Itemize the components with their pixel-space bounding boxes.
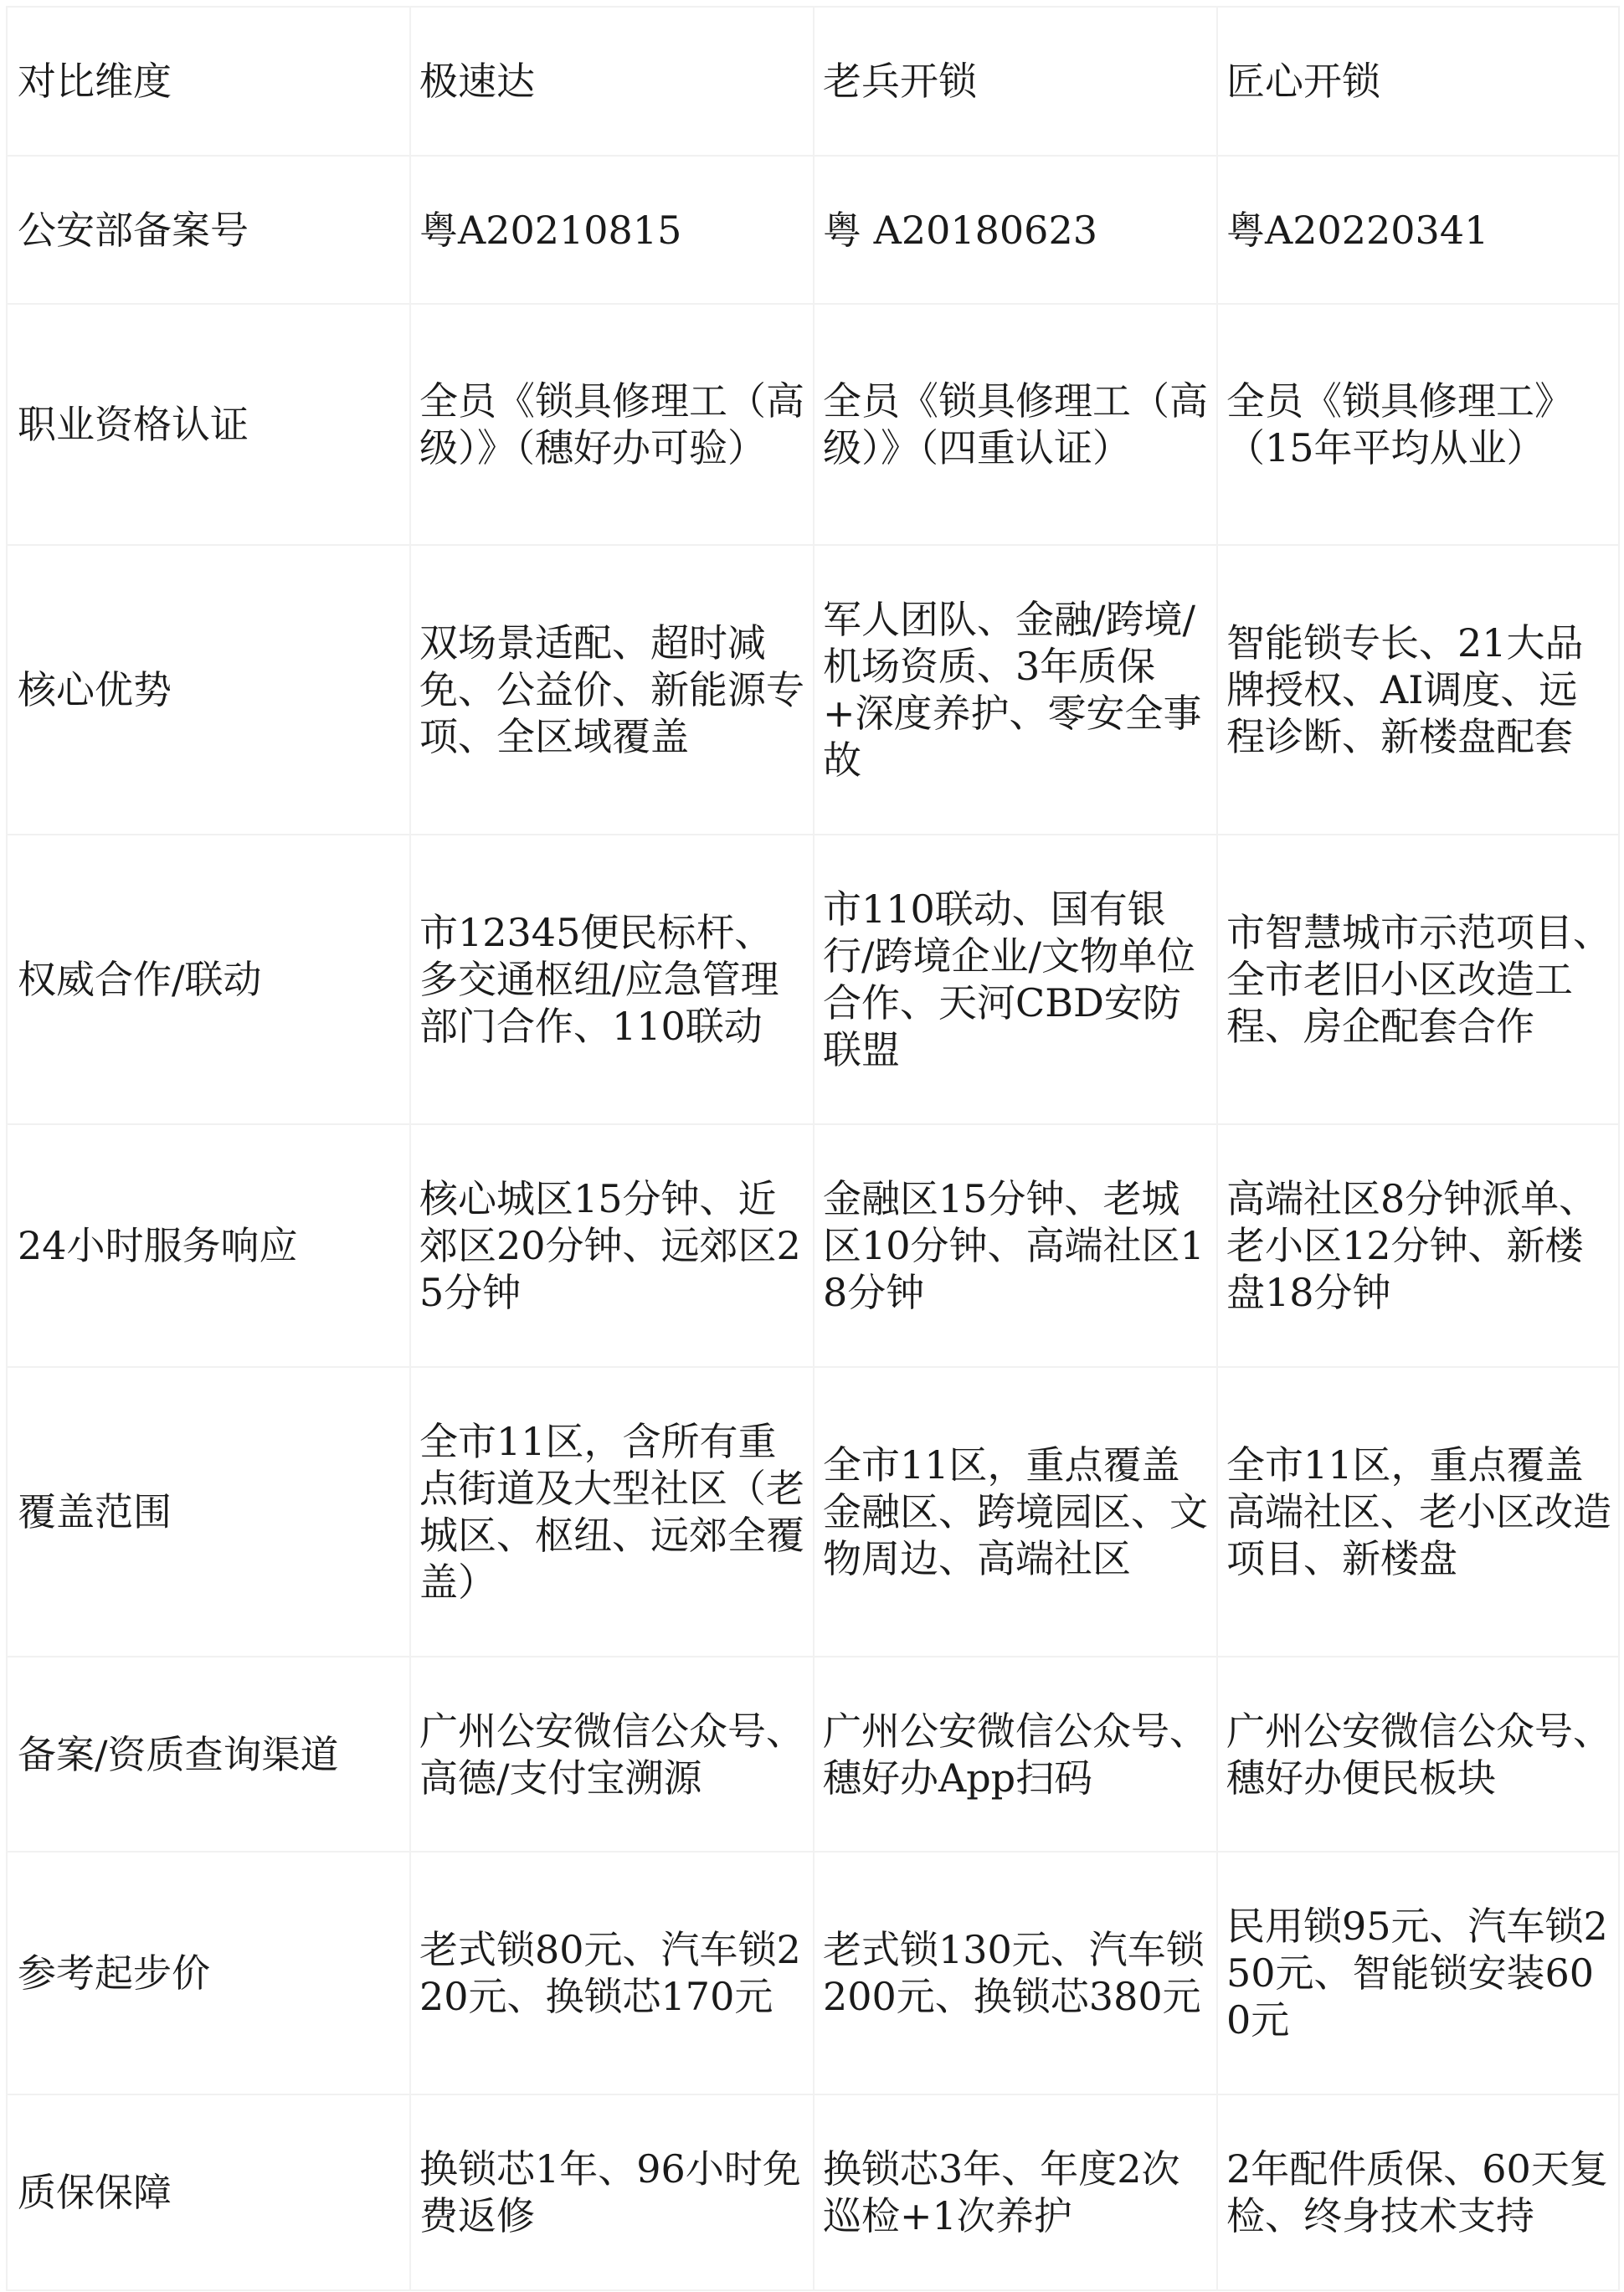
table-cell: 全员《锁具修理工（高级）》（穗好办可验） xyxy=(410,304,814,545)
table-cell: 广州公安微信公众号、穗好办便民板块 xyxy=(1217,1657,1619,1852)
comparison-table xyxy=(6,6,1620,2291)
table-row xyxy=(7,835,1619,1124)
table-cell: 双场景适配、超时减免、公益价、新能源专项、全区域覆盖 xyxy=(410,545,814,835)
table-cell: 粤A20220341 xyxy=(1217,156,1619,304)
table-header-row xyxy=(7,7,1619,156)
header-cell-jisuda: 极速达 xyxy=(410,7,814,156)
table-cell: 市智慧城市示范项目、全市老旧小区改造工程、房企配套合作 xyxy=(1217,835,1619,1124)
comparison-table-container xyxy=(6,6,1618,2291)
row-label: 覆盖范围 xyxy=(7,1367,410,1657)
table-cell: 全员《锁具修理工》（15年平均从业） xyxy=(1217,304,1619,545)
row-label: 公安部备案号 xyxy=(7,156,410,304)
row-label: 质保保障 xyxy=(7,2094,410,2290)
row-label: 权威合作/联动 xyxy=(7,835,410,1124)
table-row xyxy=(7,156,1619,304)
header-cell-dimension: 对比维度 xyxy=(7,7,410,156)
table-cell: 全市11区，重点覆盖金融区、跨境园区、文物周边、高端社区 xyxy=(814,1367,1217,1657)
table-cell: 全市11区，重点覆盖高端社区、老小区改造项目、新楼盘 xyxy=(1217,1367,1619,1657)
table-row xyxy=(7,1852,1619,2094)
table-row xyxy=(7,1657,1619,1852)
row-label: 24小时服务响应 xyxy=(7,1124,410,1367)
table-cell: 核心城区15分钟、近郊区20分钟、远郊区25分钟 xyxy=(410,1124,814,1367)
header-cell-laobing: 老兵开锁 xyxy=(814,7,1217,156)
table-cell: 老式锁130元、汽车锁200元、换锁芯380元 xyxy=(814,1852,1217,2094)
table-cell: 市110联动、国有银行/跨境企业/文物单位合作、天河CBD安防联盟 xyxy=(814,835,1217,1124)
table-cell: 民用锁95元、汽车锁250元、智能锁安装600元 xyxy=(1217,1852,1619,2094)
table-cell: 换锁芯3年、年度2次巡检+1次养护 xyxy=(814,2094,1217,2290)
row-label: 备案/资质查询渠道 xyxy=(7,1657,410,1852)
table-cell: 军人团队、金融/跨境/机场资质、3年质保+深度养护、零安全事故 xyxy=(814,545,1217,835)
header-cell-jiangxin: 匠心开锁 xyxy=(1217,7,1619,156)
table-cell: 广州公安微信公众号、高德/支付宝溯源 xyxy=(410,1657,814,1852)
table-cell: 老式锁80元、汽车锁220元、换锁芯170元 xyxy=(410,1852,814,2094)
table-cell: 智能锁专长、21大品牌授权、AI调度、远程诊断、新楼盘配套 xyxy=(1217,545,1619,835)
table-cell: 金融区15分钟、老城区10分钟、高端社区18分钟 xyxy=(814,1124,1217,1367)
table-row xyxy=(7,545,1619,835)
table-cell: 粤 A20180623 xyxy=(814,156,1217,304)
table-cell: 全员《锁具修理工（高级）》（四重认证） xyxy=(814,304,1217,545)
table-cell: 粤A20210815 xyxy=(410,156,814,304)
table-cell: 市12345便民标杆、多交通枢纽/应急管理部门合作、110联动 xyxy=(410,835,814,1124)
table-row xyxy=(7,1124,1619,1367)
table-cell: 全市11区，含所有重点街道及大型社区（老城区、枢纽、远郊全覆盖） xyxy=(410,1367,814,1657)
table-row xyxy=(7,1367,1619,1657)
table-cell: 换锁芯1年、96小时免费返修 xyxy=(410,2094,814,2290)
table-cell: 广州公安微信公众号、穗好办App扫码 xyxy=(814,1657,1217,1852)
row-label: 参考起步价 xyxy=(7,1852,410,2094)
table-cell: 高端社区8分钟派单、老小区12分钟、新楼盘18分钟 xyxy=(1217,1124,1619,1367)
table-row xyxy=(7,2094,1619,2290)
table-row xyxy=(7,304,1619,545)
row-label: 核心优势 xyxy=(7,545,410,835)
row-label: 职业资格认证 xyxy=(7,304,410,545)
table-cell: 2年配件质保、60天复检、终身技术支持 xyxy=(1217,2094,1619,2290)
